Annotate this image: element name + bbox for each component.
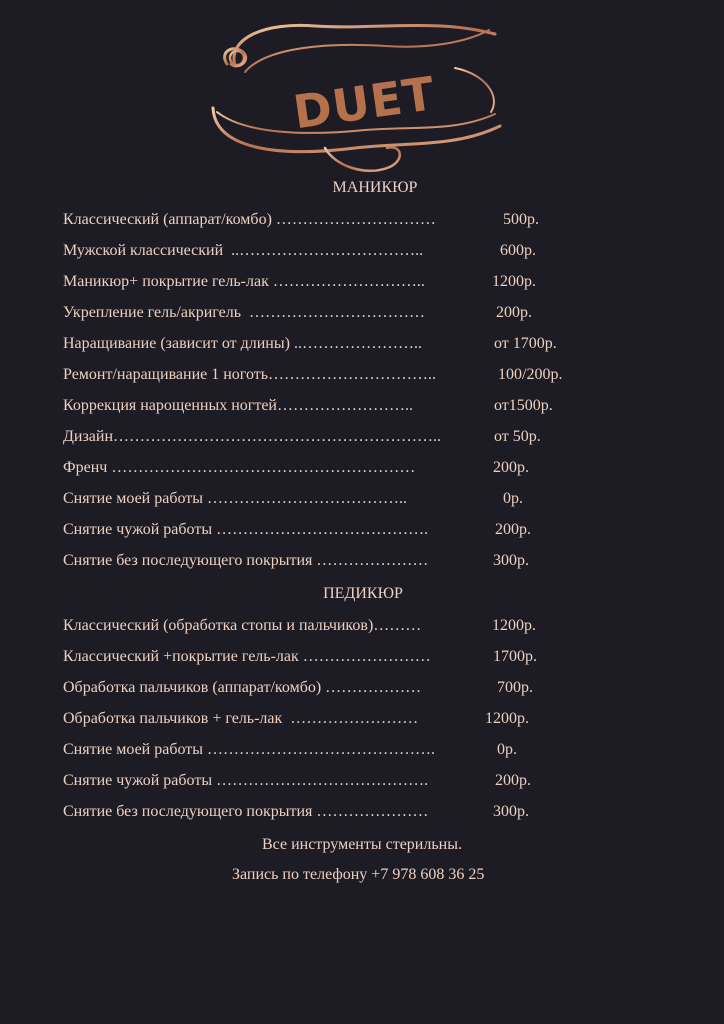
- service-name: Наращивание (зависит от длины) ..…………………..: [63, 335, 422, 352]
- manicure-item: [63, 210, 539, 230]
- logo-text: DUET: [289, 66, 439, 140]
- service-price: 0р.: [497, 741, 517, 758]
- manicure-item: [63, 427, 541, 447]
- service-price: 200р.: [493, 459, 529, 476]
- service-price: 300р.: [493, 803, 529, 820]
- service-name: Укрепление гель/акригель ……………………………: [63, 304, 426, 321]
- service-price: 200р.: [495, 521, 531, 538]
- manicure-item: [63, 365, 563, 385]
- pedicure-item: [63, 740, 517, 760]
- service-name: Маникюр+ покрытие гель-лак ………………………..: [63, 273, 425, 290]
- service-name: Ремонт/наращивание 1 ноготь…………………………..: [63, 366, 437, 383]
- service-name: Снятие моей работы …………………………………….: [63, 741, 436, 758]
- service-price: 200р.: [496, 304, 532, 321]
- pedicure-item: [63, 709, 529, 729]
- pedicure-item: [63, 771, 531, 791]
- service-name: Снятие без последующего покрытия …………………: [63, 803, 429, 820]
- service-price: 100/200р.: [498, 366, 563, 383]
- service-name: Классический (обработка стопы и пальчиков)………: [63, 617, 422, 634]
- service-name: Мужской классический ..……………………………..: [63, 242, 424, 259]
- service-price: 300р.: [493, 552, 529, 569]
- service-name: Снятие без последующего покрытия …………………: [63, 552, 429, 569]
- service-price: 0р.: [503, 490, 523, 507]
- service-name: Дизайн……………………………………………………..: [63, 428, 442, 445]
- pedicure-item: [63, 647, 537, 667]
- service-name: Коррекция нарощенных ногтей……………………..: [63, 397, 413, 414]
- service-price: 1200р.: [485, 710, 529, 727]
- service-price: от 1700р.: [494, 335, 557, 352]
- service-name: Снятие чужой работы ………………………………….: [63, 521, 429, 538]
- service-price: 600р.: [500, 242, 536, 259]
- service-price: 200р.: [495, 772, 531, 789]
- service-name: Снятие моей работы ………………………………..: [63, 490, 408, 507]
- service-name: Классический +покрытие гель-лак ……………………: [63, 648, 431, 665]
- pedicure-item: [63, 678, 533, 698]
- service-name: Обработка пальчиков + гель-лак ……………………: [63, 710, 419, 727]
- sterile-note: Все инструменты стерильны.: [262, 836, 462, 853]
- booking-phone: Запись по телефону +7 978 608 36 25: [232, 866, 485, 883]
- manicure-item: [63, 458, 529, 478]
- service-price: 1200р.: [492, 273, 536, 290]
- service-price: от 50р.: [494, 428, 541, 445]
- manicure-heading: МАНИКЮР: [332, 179, 418, 196]
- manicure-item: [63, 396, 553, 416]
- manicure-item: [63, 520, 531, 540]
- service-price: 1700р.: [493, 648, 537, 665]
- manicure-item: [63, 272, 536, 292]
- service-price: от1500р.: [494, 397, 553, 414]
- service-name: Френч …………………………………………………: [63, 459, 416, 476]
- service-name: Классический (аппарат/комбо) …………………………: [63, 211, 436, 228]
- service-name: Снятие чужой работы ………………………………….: [63, 772, 429, 789]
- service-price: 700р.: [497, 679, 533, 696]
- manicure-item: [63, 334, 557, 354]
- manicure-item: [63, 241, 536, 261]
- duet-logo: [205, 8, 510, 183]
- pedicure-item: [63, 616, 536, 636]
- manicure-item: [63, 489, 523, 509]
- service-price: 1200р.: [492, 617, 536, 634]
- manicure-item: [63, 551, 529, 571]
- pedicure-item: [63, 802, 529, 822]
- pedicure-heading: ПЕДИКЮР: [323, 585, 403, 602]
- service-name: Обработка пальчиков (аппарат/комбо) ………………: [63, 679, 422, 696]
- service-price: 500р.: [503, 211, 539, 228]
- manicure-item: [63, 303, 532, 323]
